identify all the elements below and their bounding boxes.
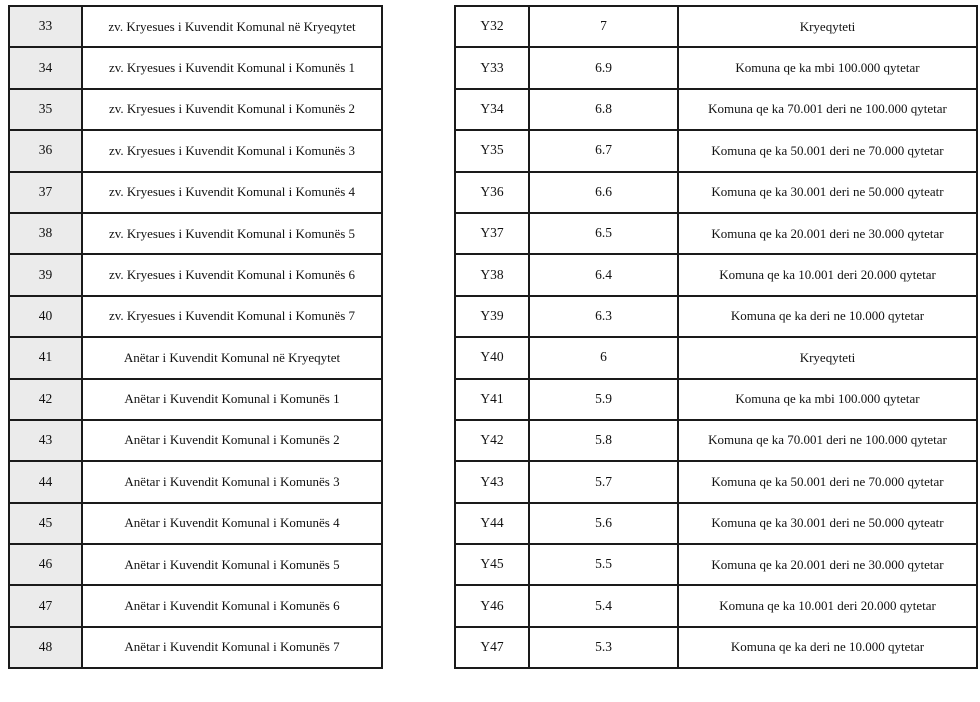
municipality-description: Kryeqyteti [678, 337, 977, 378]
municipality-description: Komuna qe ka 30.001 deri ne 50.000 qyteatr [678, 172, 977, 213]
table-row [9, 627, 382, 668]
position-title: zv. Kryesues i Kuvendit Komunal i Komunës 6 [82, 254, 382, 295]
municipality-description: Komuna qe ka 20.001 deri ne 30.000 qytetar [678, 213, 977, 254]
coefficient-value: 5.3 [529, 627, 678, 668]
position-title: zv. Kryesues i Kuvendit Komunal i Komunës 5 [82, 213, 382, 254]
municipality-description: Komuna qe ka 70.001 deri ne 100.000 qytetar [678, 89, 977, 130]
municipality-description: Komuna qe ka deri ne 10.000 qytetar [678, 627, 977, 668]
municipality-description: Komuna qe ka 30.001 deri ne 50.000 qyteatr [678, 503, 977, 544]
coefficient-value: 6.7 [529, 130, 678, 171]
coefficient-value: 6.9 [529, 47, 678, 88]
table-row [455, 47, 977, 88]
table-row [455, 296, 977, 337]
row-number: 37 [9, 172, 82, 213]
positions-table-body [9, 6, 382, 668]
municipality-description: Komuna qe ka deri ne 10.000 qytetar [678, 296, 977, 337]
position-title: Anëtar i Kuvendit Komunal i Komunës 3 [82, 461, 382, 502]
grade-code: Y32 [455, 6, 529, 47]
grade-code: Y47 [455, 627, 529, 668]
position-title: Anëtar i Kuvendit Komunal i Komunës 2 [82, 420, 382, 461]
coefficients-table [454, 5, 978, 669]
grade-code: Y33 [455, 47, 529, 88]
position-title: Anëtar i Kuvendit Komunal në Kryeqytet [82, 337, 382, 378]
municipality-description: Kryeqyteti [678, 6, 977, 47]
table-row [9, 213, 382, 254]
row-number: 38 [9, 213, 82, 254]
table-row [455, 461, 977, 502]
table-row [9, 461, 382, 502]
municipality-description: Komuna qe ka 10.001 deri 20.000 qytetar [678, 254, 977, 295]
table-row [455, 503, 977, 544]
positions-table [8, 5, 383, 669]
row-number: 35 [9, 89, 82, 130]
table-row [9, 420, 382, 461]
row-number: 40 [9, 296, 82, 337]
grade-code: Y44 [455, 503, 529, 544]
municipality-description: Komuna qe ka mbi 100.000 qytetar [678, 47, 977, 88]
grade-code: Y43 [455, 461, 529, 502]
row-number: 44 [9, 461, 82, 502]
municipality-description: Komuna qe ka 20.001 deri ne 30.000 qytetar [678, 544, 977, 585]
row-number: 33 [9, 6, 82, 47]
table-row [9, 337, 382, 378]
row-number: 46 [9, 544, 82, 585]
coefficient-value: 5.5 [529, 544, 678, 585]
table-row [455, 420, 977, 461]
position-title: Anëtar i Kuvendit Komunal i Komunës 1 [82, 379, 382, 420]
table-row [455, 172, 977, 213]
position-title: Anëtar i Kuvendit Komunal i Komunës 5 [82, 544, 382, 585]
table-row [9, 89, 382, 130]
position-title: Anëtar i Kuvendit Komunal i Komunës 7 [82, 627, 382, 668]
position-title: zv. Kryesues i Kuvendit Komunal i Komunës 2 [82, 89, 382, 130]
position-title: zv. Kryesues i Kuvendit Komunal i Komunës 7 [82, 296, 382, 337]
row-number: 47 [9, 585, 82, 626]
row-number: 43 [9, 420, 82, 461]
grade-code: Y38 [455, 254, 529, 295]
table-row [9, 130, 382, 171]
table-row [9, 503, 382, 544]
row-number: 39 [9, 254, 82, 295]
coefficient-value: 6.6 [529, 172, 678, 213]
grade-code: Y34 [455, 89, 529, 130]
grade-code: Y36 [455, 172, 529, 213]
table-row [455, 379, 977, 420]
row-number: 45 [9, 503, 82, 544]
table-row [455, 213, 977, 254]
grade-code: Y42 [455, 420, 529, 461]
coefficients-table-body [455, 6, 977, 668]
grade-code: Y45 [455, 544, 529, 585]
table-row [455, 337, 977, 378]
coefficient-value: 5.4 [529, 585, 678, 626]
table-row [455, 6, 977, 47]
grade-code: Y37 [455, 213, 529, 254]
coefficient-value: 6.3 [529, 296, 678, 337]
position-title: Anëtar i Kuvendit Komunal i Komunës 4 [82, 503, 382, 544]
table-row [9, 47, 382, 88]
table-row [455, 544, 977, 585]
coefficient-value: 5.6 [529, 503, 678, 544]
coefficient-value: 7 [529, 6, 678, 47]
municipality-description: Komuna qe ka mbi 100.000 qytetar [678, 379, 977, 420]
table-row [9, 172, 382, 213]
position-title: zv. Kryesues i Kuvendit Komunal i Komunës 3 [82, 130, 382, 171]
row-number: 41 [9, 337, 82, 378]
coefficient-value: 6.8 [529, 89, 678, 130]
table-row [9, 296, 382, 337]
grade-code: Y39 [455, 296, 529, 337]
row-number: 42 [9, 379, 82, 420]
table-row [455, 89, 977, 130]
position-title: zv. Kryesues i Kuvendit Komunal në Kryeqytet [82, 6, 382, 47]
table-row [9, 585, 382, 626]
table-row [455, 627, 977, 668]
table-row [455, 254, 977, 295]
table-row [9, 6, 382, 47]
table-row [455, 585, 977, 626]
coefficient-value: 5.9 [529, 379, 678, 420]
coefficient-value: 5.7 [529, 461, 678, 502]
grade-code: Y41 [455, 379, 529, 420]
table-row [9, 544, 382, 585]
position-title: Anëtar i Kuvendit Komunal i Komunës 6 [82, 585, 382, 626]
table-row [9, 254, 382, 295]
table-row [455, 130, 977, 171]
grade-code: Y35 [455, 130, 529, 171]
municipality-description: Komuna qe ka 50.001 deri ne 70.000 qytetar [678, 461, 977, 502]
position-title: zv. Kryesues i Kuvendit Komunal i Komunës 1 [82, 47, 382, 88]
row-number: 48 [9, 627, 82, 668]
grade-code: Y40 [455, 337, 529, 378]
position-title: zv. Kryesues i Kuvendit Komunal i Komunës 4 [82, 172, 382, 213]
row-number: 34 [9, 47, 82, 88]
coefficient-value: 6.4 [529, 254, 678, 295]
municipality-description: Komuna qe ka 70.001 deri ne 100.000 qytetar [678, 420, 977, 461]
table-row [9, 379, 382, 420]
municipality-description: Komuna qe ka 10.001 deri 20.000 qytetar [678, 585, 977, 626]
municipality-description: Komuna qe ka 50.001 deri ne 70.000 qytetar [678, 130, 977, 171]
coefficient-value: 6 [529, 337, 678, 378]
grade-code: Y46 [455, 585, 529, 626]
coefficient-value: 6.5 [529, 213, 678, 254]
coefficient-value: 5.8 [529, 420, 678, 461]
row-number: 36 [9, 130, 82, 171]
